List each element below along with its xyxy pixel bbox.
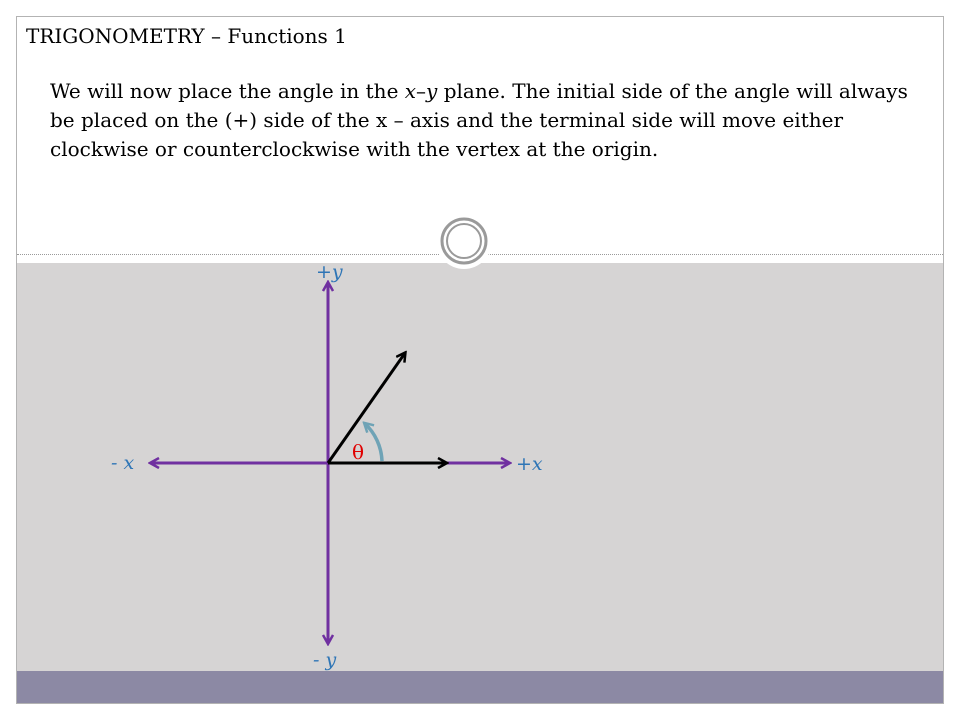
paragraph-italic-y: y xyxy=(426,79,438,103)
negative-y-label: - y xyxy=(313,649,337,671)
paragraph-dash: – xyxy=(416,79,427,103)
slide-title: TRIGONOMETRY – Functions 1 xyxy=(26,24,347,48)
positive-x-label: +x xyxy=(516,453,543,475)
angle-arc-arrow xyxy=(365,424,382,462)
positive-y-label: +y xyxy=(316,261,343,283)
theta-label: θ xyxy=(352,440,365,464)
paragraph-part-1: We will now place the angle in the xyxy=(50,79,405,103)
negative-x-label: - x xyxy=(111,452,135,474)
terminal-side-ray xyxy=(328,353,405,463)
paragraph-part-2: plane. The initial side of the angle will always be placed on the (+) side of the x – axis and the terminal side will move either clockwise or counterclockwise with the vertex at the origin. xyxy=(50,79,908,161)
paragraph-italic-x: x xyxy=(404,79,417,103)
